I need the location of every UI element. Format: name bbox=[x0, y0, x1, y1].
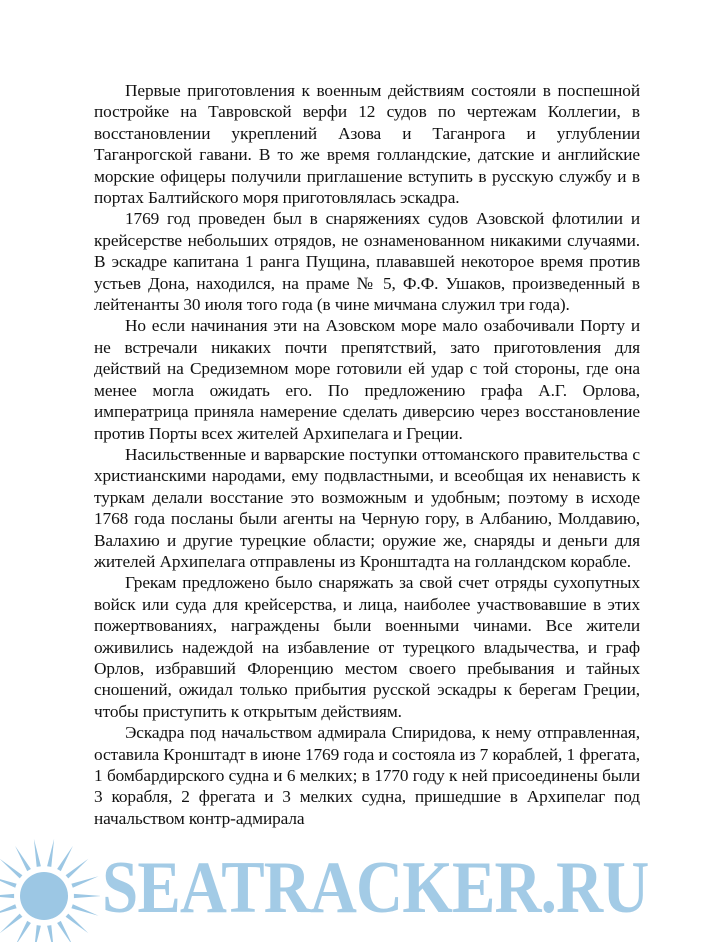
sun-ray bbox=[57, 921, 73, 942]
paragraph-1: Первые приготовления к военным действиям состояли в поспешной постройке на Тавровской верфи 12 судов по чертежам Коллегии, в восстановлении укреплений Азова и Таганрога и углублении Таганрогской гавани. В то же время голландские, датские и английские морские офицеры получили приглашение вступить в русскую службу и в портах Балтийского моря приготовлялась эскадра. bbox=[94, 81, 640, 208]
sun-icon bbox=[0, 830, 100, 942]
sun-ray bbox=[66, 914, 89, 934]
document-body bbox=[94, 80, 640, 829]
sun-ray bbox=[0, 859, 22, 879]
watermark bbox=[0, 830, 725, 942]
sun-ray bbox=[47, 839, 54, 867]
sun-ray bbox=[57, 846, 73, 871]
sun-ray bbox=[74, 894, 100, 898]
sun-ray bbox=[0, 876, 17, 888]
paragraph-4: Насильственные и варварские поступки оттоманского правительства с христианскими народами, ему подвластными, и всеобщая их ненависть к туркам делали восстание это возможным и удобным; поэтому в исходе 1768 года посланы были агенты на Черную гору, в Албанию, Молдавию, Валахию и другие турецкие области; оружие же, снаряды и деньги для жителей Архипелага отправлены из Кронштадта на голландском корабле. bbox=[94, 444, 640, 571]
sun-ray bbox=[34, 925, 41, 942]
sun-ray bbox=[0, 914, 22, 934]
sun-ray bbox=[0, 904, 17, 916]
paragraph-3: Но если начинания эти на Азовском море мало озабочивали Порту и не встречали никаких почти препятствий, зато приготовления для действий на Средиземном море готовили ей удар с той стороны, где она менее могла ожидать его. По предложению графа А.Г. Орлова, императрица приняла намерение сделать диверсию через восстановление против Порты всех жителей Архипелага и Греции. bbox=[94, 316, 640, 443]
sun-ray bbox=[71, 876, 98, 888]
paragraph-2: 1769 год проведен был в снаряжениях судов Азовской флотилии и крейсерстве небольших отрядов, не ознаменованном никакими случаями. В эскадре капитана 1 ранга Пущина, плававшей некоторое время против устьев Дона, находился, на праме № 5, Ф.Ф. Ушаков, произведенный в лейтенанты 30 июля того года (в чине мичмана служил три года). bbox=[94, 209, 640, 315]
sun-ray bbox=[47, 925, 54, 942]
sun-ray bbox=[15, 846, 31, 871]
watermark-text: SEATRACKER.RU bbox=[102, 847, 649, 929]
sun-ray bbox=[66, 859, 89, 879]
sun-ray bbox=[71, 904, 98, 916]
sun-ray bbox=[34, 839, 41, 867]
paragraph-5: Грекам предложено было снаряжать за свой счет отряды сухопутных войск или суда для крейсерства, и лица, наиболее участвовавшие в этих пожертвованиях, награждены были военными чинами. Все жители оживились надеждой на избавление от турецкого владычества, и граф Орлов, избравший Флоренцию местом своего пребывания и тайных сношений, ожидал только прибытия русской эскадры к берегам Греции, чтобы приступить к открытым действиям. bbox=[94, 573, 640, 721]
sun-ray bbox=[15, 921, 31, 942]
paragraph-6: Эскадра под начальством адмирала Спиридова, к нему отправленная, оставила Кронштадт в июне 1769 года и состояла из 7 кораблей, 1 фрегата, 1 бомбардирского судна и 6 мелких; в 1770 году к ней присоединены были 3 корабля, 2 фрегата и 3 мелких судна, пришедшие в Архипелаг под начальством контр-адмирала bbox=[94, 723, 640, 828]
sun-ray bbox=[0, 894, 14, 898]
